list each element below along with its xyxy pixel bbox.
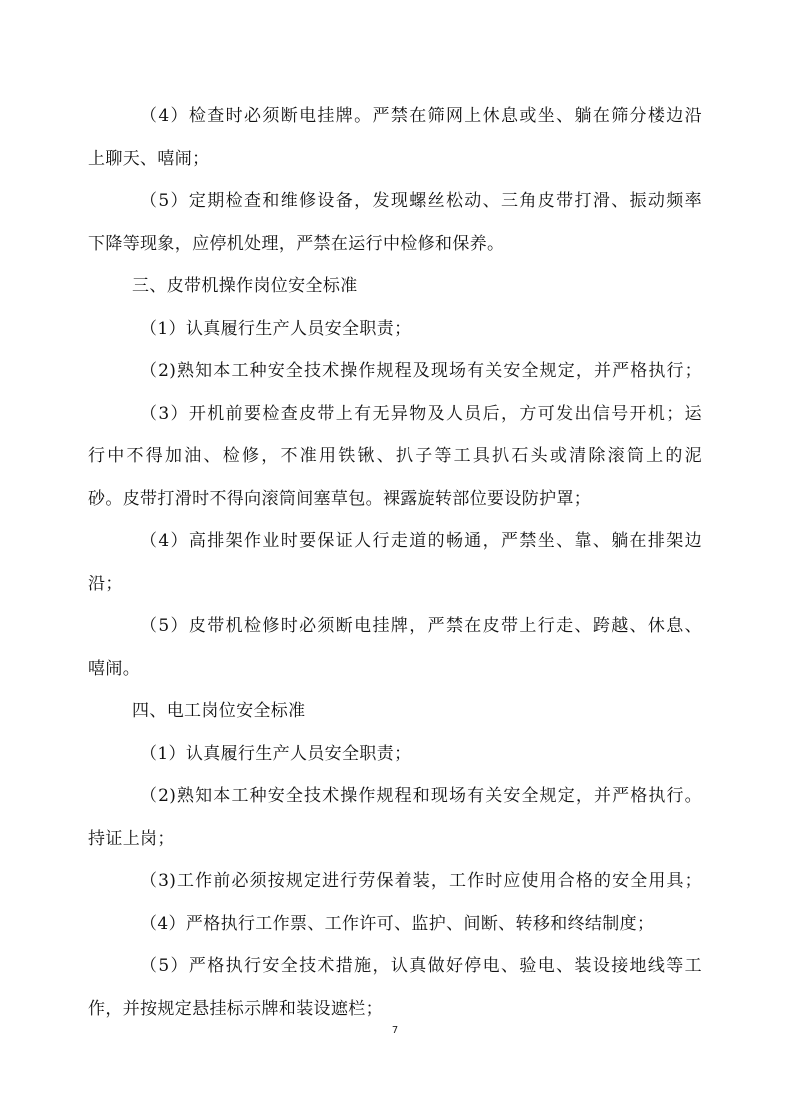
text-line: 砂。皮带打滑时不得向滚筒间塞草包。裸露旋转部位要设防护罩； [88, 489, 592, 509]
text-line: （5）皮带机检修时必须断电挂牌，严禁在皮带上行走、跨越、休息、 [140, 616, 702, 636]
text-line: 行中不得加油、检修，不准用铁锹、扒子等工具扒石头或清除滚筒上的泥 [88, 446, 702, 466]
section-heading-belt-conveyor: 三、皮带机操作岗位安全标准 [132, 276, 358, 296]
text-line: （1）认真履行生产人员安全职责； [140, 744, 412, 764]
text-line: （2)熟知本工种安全技术操作规程及现场有关安全规定，并严格执行； [140, 361, 702, 381]
text-line: 持证上岗； [88, 829, 175, 849]
text-line: （3）开机前要检查皮带上有无异物及人员后，方可发出信号开机；运 [140, 404, 702, 424]
page-number: 7 [391, 1025, 399, 1036]
text-line: （4）严格执行工作票、工作许可、监护、间断、转移和终结制度； [140, 914, 655, 934]
text-line: 下降等现象，应停机处理，严禁在运行中检修和保养。 [88, 234, 505, 254]
text-line: 沿； [88, 574, 123, 594]
text-line: 作，并按规定悬挂标示牌和装设遮栏； [88, 999, 383, 1019]
text-line: （3)工作前必须按规定进行劳保着装，工作时应使用合格的安全用具； [140, 871, 702, 891]
text-line: （5）定期检查和维修设备，发现螺丝松动、三角皮带打滑、振动频率 [140, 191, 702, 211]
text-line: （5）严格执行安全技术措施，认真做好停电、验电、装设接地线等工 [140, 956, 702, 976]
text-line: （1）认真履行生产人员安全职责； [140, 319, 412, 339]
section-heading-electrician: 四、电工岗位安全标准 [132, 701, 306, 721]
text-line: （4）检查时必须断电挂牌。严禁在筛网上休息或坐、躺在筛分楼边沿 [140, 106, 702, 126]
text-line: （4）高排架作业时要保证人行走道的畅通，严禁坐、靠、躺在排架边 [140, 531, 702, 551]
text-line: 嘻闹。 [88, 659, 141, 679]
text-line: （2)熟知本工种安全技术操作规程和现场有关安全规定，并严格执行。 [140, 786, 702, 806]
text-line: 上聊天、嘻闹； [88, 149, 210, 169]
